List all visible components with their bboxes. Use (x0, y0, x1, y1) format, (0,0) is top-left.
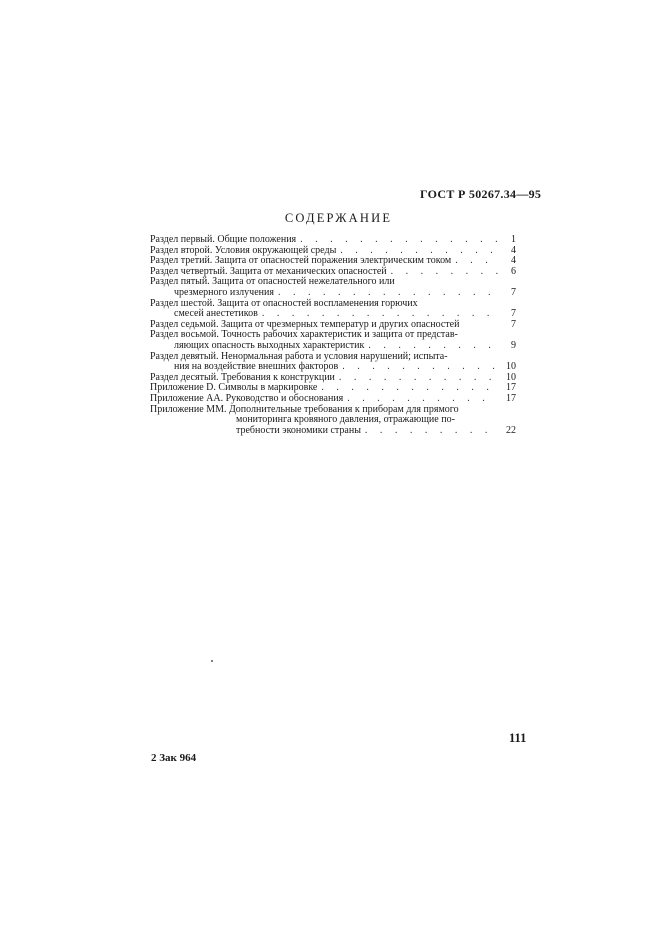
toc-dot-leader (347, 394, 498, 405)
toc-entry-text-cont: чрезмерного излучения (174, 286, 274, 298)
toc-entry-text: Раздел первый. Общие положения (150, 234, 297, 245)
toc-entry-text: Раздел третий. Защита от опасностей поражения электрическим током (150, 255, 452, 267)
toc-dot-leader (391, 267, 498, 278)
toc-entry-12[interactable] (150, 394, 516, 405)
toc-entry-text: Раздел шестой. Защита от опасностей воспламенения горючих (150, 297, 418, 309)
toc-entry-5-cont[interactable] (150, 288, 516, 299)
toc-dot-leader (339, 373, 498, 384)
toc-entry-text: Раздел второй. Условия окружающей среды (150, 244, 337, 256)
toc-entry-text-cont: мониторинга кровяного давления, отражающие по- (236, 414, 455, 426)
toc-entry-page: 9 (511, 339, 516, 351)
toc-entry-page: 7 (511, 286, 516, 298)
toc-entry-page: 7 (511, 308, 516, 320)
toc-entry-text-cont: требности экономики страны (236, 424, 361, 436)
toc-entry-page: 10 (506, 361, 516, 373)
toc-entry-text-cont: смесей анестетиков (174, 308, 258, 320)
toc-entry-text: Раздел девятый. Ненормальная работа и условия нарушений; испыта- (150, 350, 448, 362)
toc-entry-text: Раздел десятый. Требования к конструкции (150, 371, 335, 383)
toc-dot-leader (365, 426, 498, 437)
toc-dot-leader (321, 383, 498, 394)
toc-entry-page: 4 (511, 255, 516, 267)
toc-entry-page: 17 (506, 392, 516, 404)
toc-entry-text-cont: ния на воздействие внешних факторов (174, 361, 339, 373)
toc-entry-page: 7 (511, 318, 516, 330)
toc-entry-text: Приложение АА. Руководство и обоснования (150, 392, 344, 404)
toc-entry-page: 17 (506, 382, 516, 394)
toc-entry-text: Раздел пятый. Защита от опасностей нежелательного или (150, 276, 395, 288)
toc-entry-page: 4 (511, 244, 516, 256)
toc-entry-8-cont[interactable] (150, 341, 516, 352)
toc-title-text: СОДЕРЖАНИЕ (284, 211, 393, 225)
toc-entry-text-cont: ляющих опасность выходных характеристик (174, 339, 365, 351)
page-number: 111 (509, 731, 527, 745)
toc-entry-page: 22 (506, 424, 516, 436)
toc-entry-text: Раздел четвертый. Защита от механических опасностей (150, 265, 387, 277)
toc-entry-text: Приложение ММ. Дополнительные требования к приборам для прямого (150, 403, 459, 415)
toc-entry-page: 1 (511, 234, 516, 245)
toc-entry-1[interactable] (150, 235, 516, 246)
toc-dot-leader (278, 288, 498, 299)
toc-entry-page: 10 (506, 371, 516, 383)
toc-entry-page: 6 (511, 265, 516, 277)
table-of-contents (150, 235, 516, 436)
toc-dot-leader (368, 341, 498, 352)
toc-dot-leader (455, 256, 498, 267)
stray-mark (211, 660, 213, 662)
standard-code: ГОСТ Р 50267.34—95 (420, 187, 542, 201)
toc-entry-text: Раздел восьмой. Точность рабочих характеристик и защита от представ- (150, 329, 458, 341)
toc-title (0, 211, 661, 226)
print-order-mark: 2 Зак 964 (151, 752, 197, 764)
toc-dot-leader (300, 235, 498, 246)
toc-entry-text: Раздел седьмой. Защита от чрезмерных температур и других опасностей (150, 318, 460, 330)
toc-entry-13-cont-2[interactable] (150, 426, 516, 437)
toc-dot-leader (342, 362, 498, 373)
toc-entry-text: Приложение D. Символы в маркировке (150, 382, 318, 394)
